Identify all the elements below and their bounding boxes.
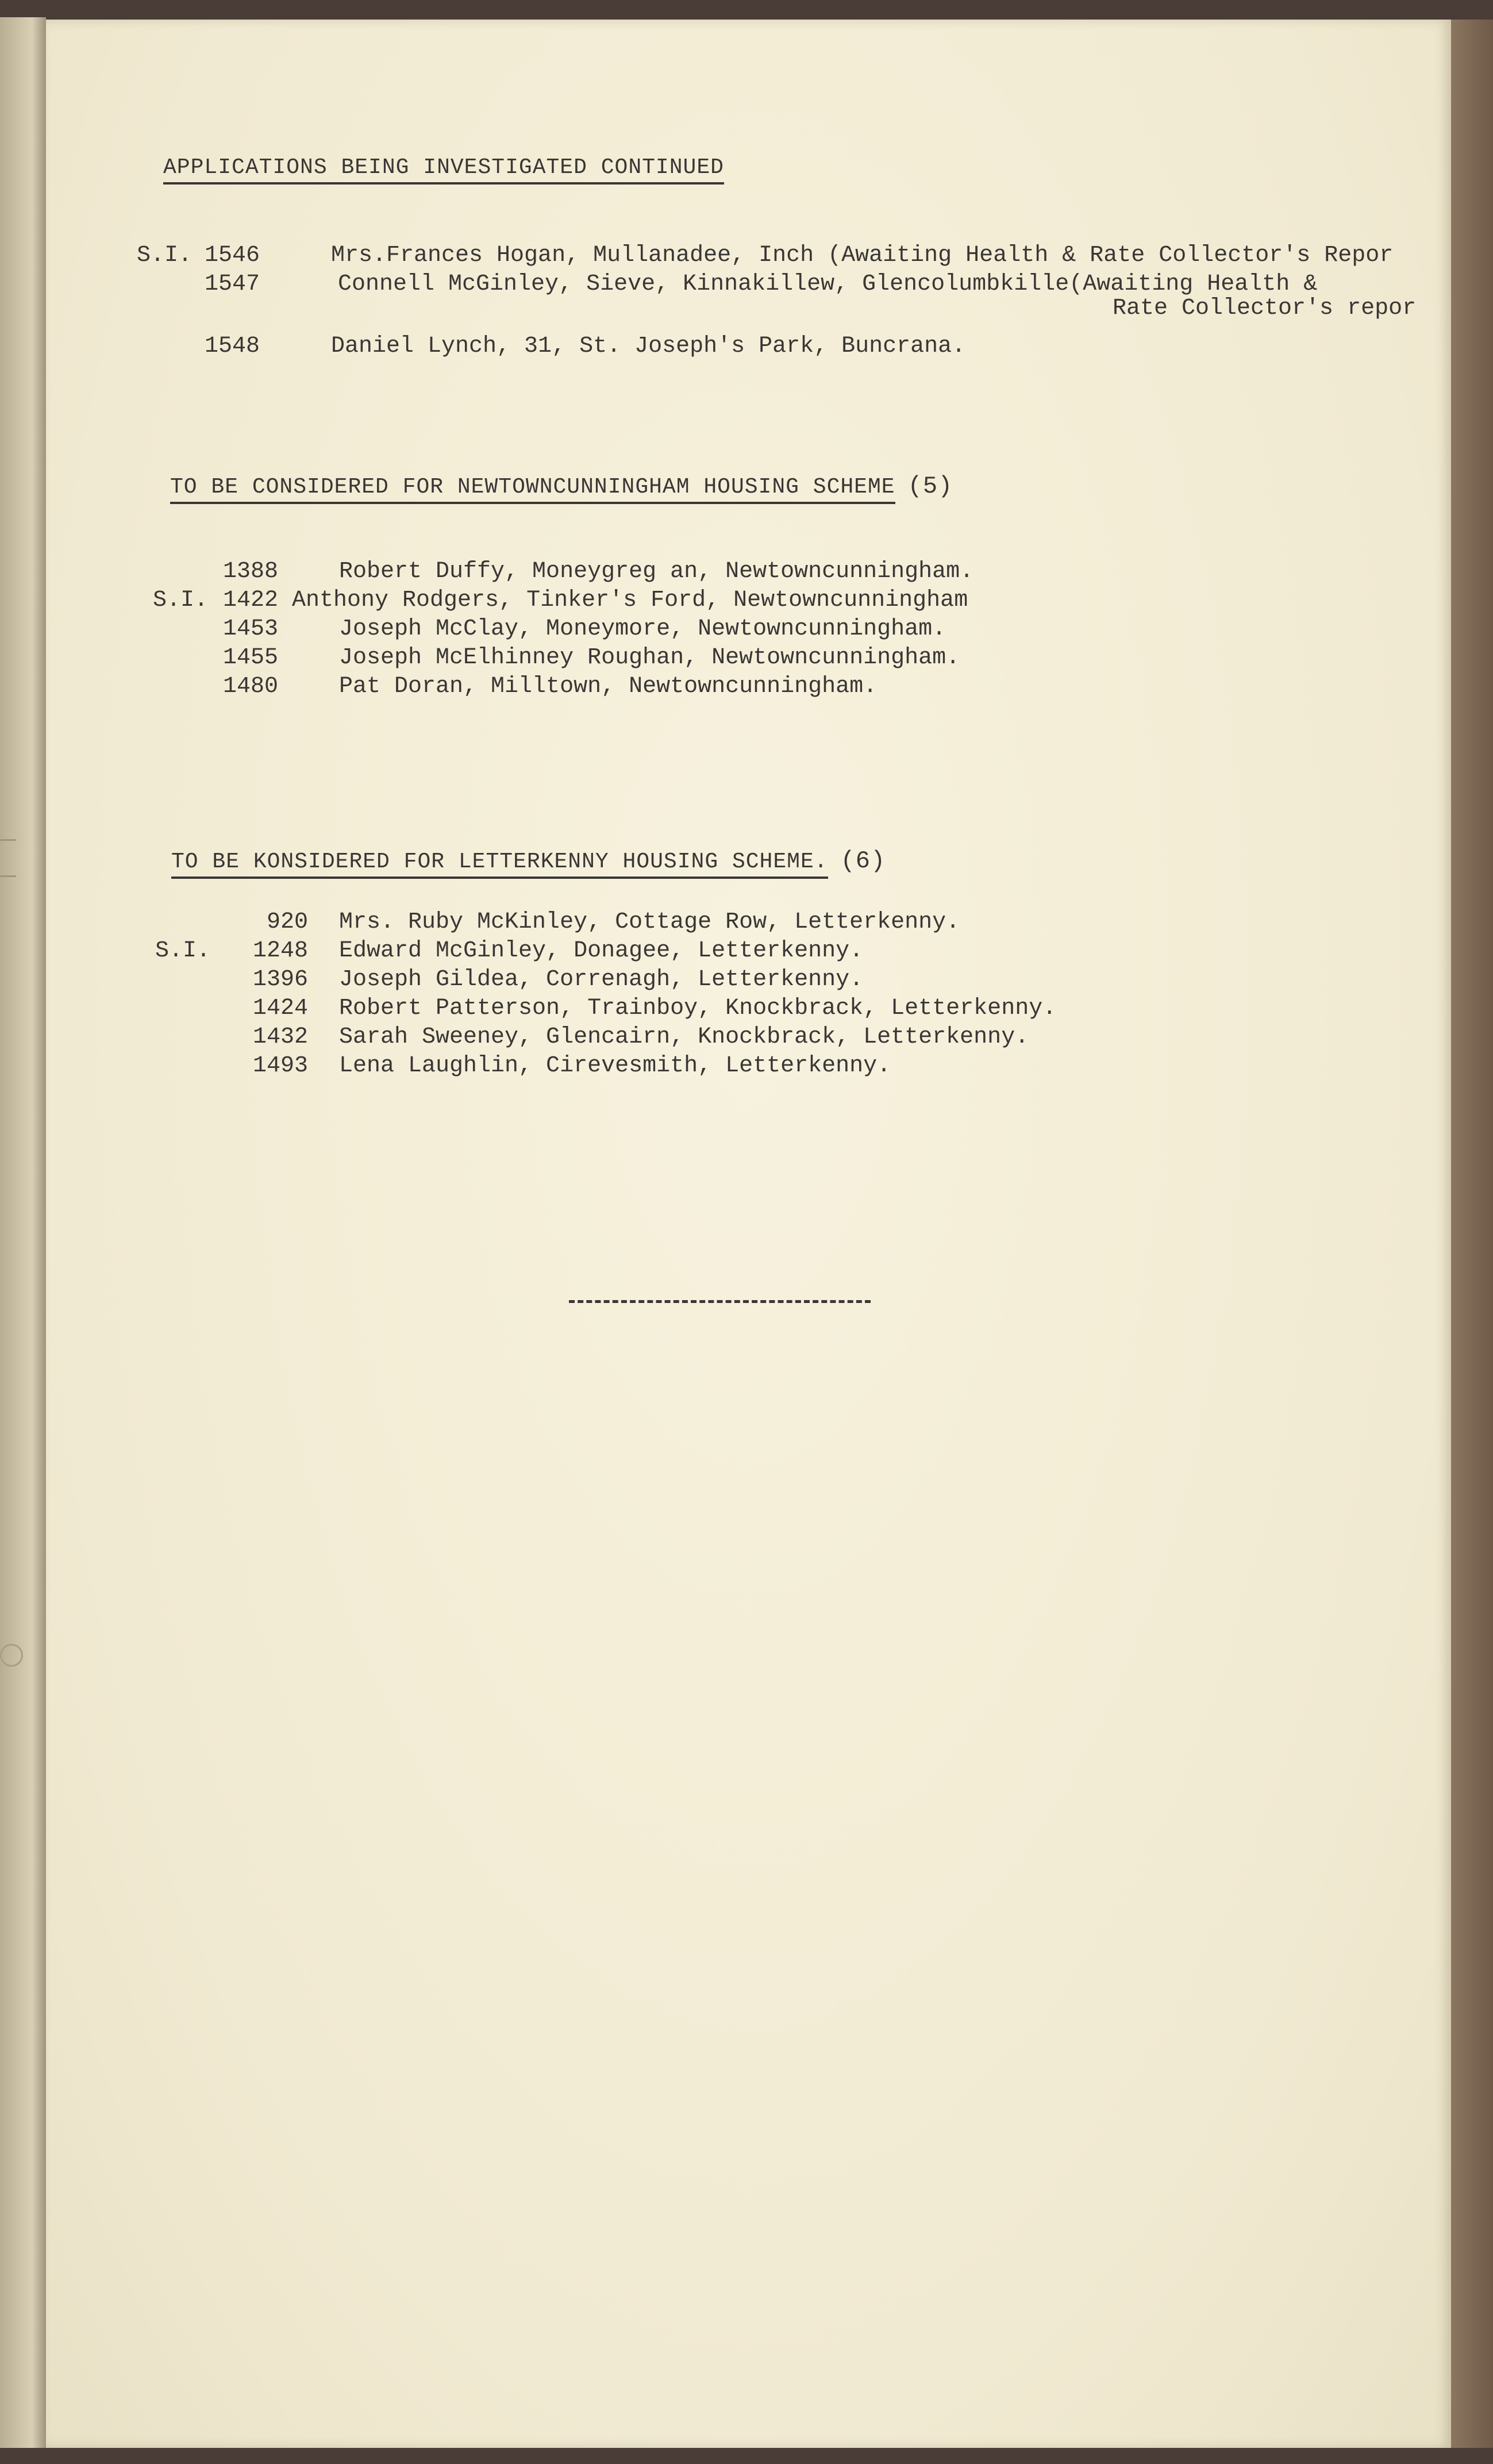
applicant-details: Lena Laughlin, Cirevesmith, Letterkenny. <box>339 1053 891 1079</box>
application-number: 1480 <box>222 674 278 699</box>
section-heading-text: TO BE CONSIDERED FOR NEWTOWNCUNNINGHAM HOUSING SCHEME <box>170 475 895 504</box>
applicant-details: Joseph McElhinney Roughan, Newtowncunningham. <box>339 645 960 671</box>
applicant-details: Joseph McClay, Moneymore, Newtowncunningham. <box>339 616 946 642</box>
application-number: 1432 <box>252 1024 308 1050</box>
applicant-details: Connell McGinley, Sieve, Kinnakillew, Glencolumbkille(Awaiting Health & <box>338 271 1318 297</box>
section-heading-text: APPLICATIONS BEING INVESTIGATED CONTINUED <box>163 155 724 184</box>
si-prefix: S.I. <box>137 243 193 268</box>
section-heading <box>170 472 953 500</box>
application-number: 1548 <box>204 333 260 359</box>
application-number: 1248 <box>252 938 308 964</box>
application-number: 1546 <box>204 243 260 268</box>
section-heading <box>163 155 724 180</box>
section-heading <box>171 847 886 875</box>
application-number: 920 <box>266 909 308 935</box>
applicant-details: Mrs.Frances Hogan, Mullanadee, Inch (Awaiting Health & Rate Collector's Repor <box>331 243 1394 268</box>
section-count: (5) <box>907 472 953 500</box>
application-number: 1493 <box>252 1053 308 1079</box>
applicant-details: Sarah Sweeney, Glencairn, Knockbrack, Letterkenny. <box>339 1024 1029 1050</box>
si-prefix: S.I. <box>153 587 209 613</box>
section-count: (6) <box>840 847 886 875</box>
application-number: 1396 <box>252 967 308 993</box>
application-number: 1388 <box>222 559 278 585</box>
applicant-details: Edward McGinley, Donagee, Letterkenny. <box>339 938 864 964</box>
application-number: 1455 <box>222 645 278 671</box>
dashed-divider <box>569 1300 871 1303</box>
applicant-details: Mrs. Ruby McKinley, Cottage Row, Letterkenny. <box>339 909 960 935</box>
application-number: 1453 <box>222 616 278 642</box>
applicant-details: Robert Duffy, Moneygreg an, Newtowncunningham. <box>339 559 974 585</box>
applicant-details: Anthony Rodgers, Tinker's Ford, Newtowncunningham <box>292 587 968 613</box>
si-prefix: S.I. <box>155 938 211 964</box>
applicant-details: Robert Patterson, Trainboy, Knockbrack, Letterkenny. <box>339 995 1057 1021</box>
applicant-details: Pat Doran, Milltown, Newtowncunningham. <box>339 674 878 699</box>
applicant-details: Joseph Gildea, Correnagh, Letterkenny. <box>339 967 864 993</box>
applicant-details-continued: Rate Collector's repor <box>1113 295 1417 321</box>
section-heading-text: TO BE KONSIDERED FOR LETTERKENNY HOUSING SCHEME. <box>171 849 828 879</box>
application-number: 1424 <box>252 995 308 1021</box>
applicant-details: Daniel Lynch, 31, St. Joseph's Park, Buncrana. <box>331 333 966 359</box>
application-number: 1422 <box>222 587 278 613</box>
application-number: 1547 <box>204 271 260 297</box>
